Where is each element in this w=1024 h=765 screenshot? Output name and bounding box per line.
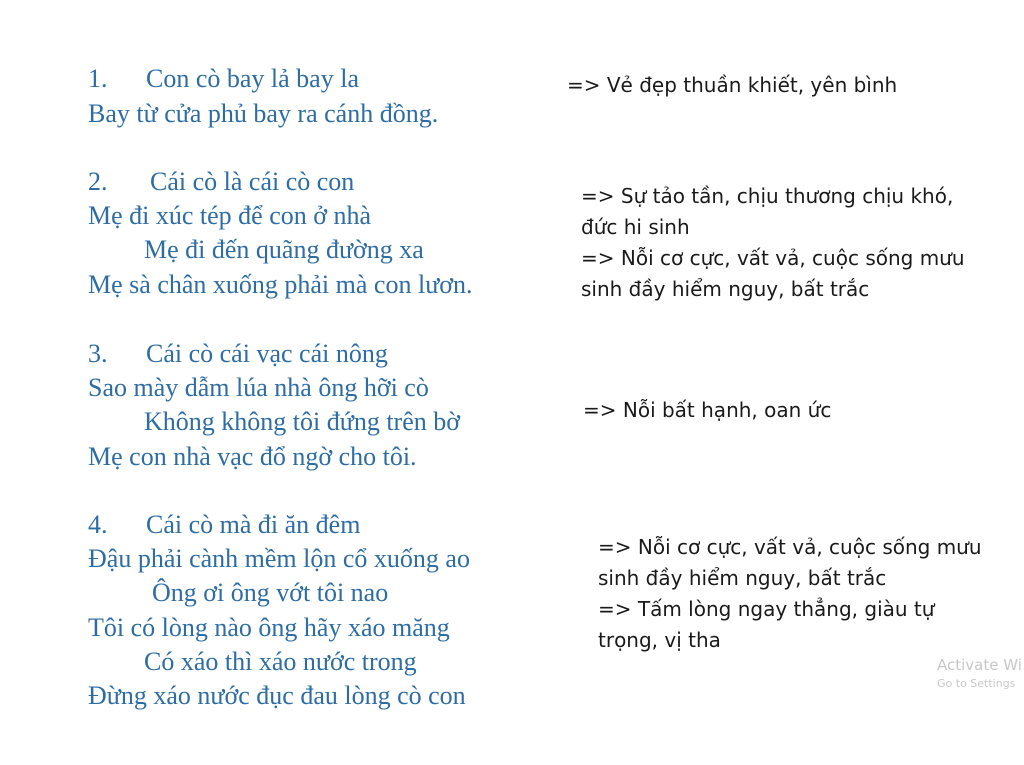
stanza-1-line-1: 1. Con cò bay lả bay la [88,62,359,96]
stanza-4-number: 4. [88,510,108,539]
comment-line: => Tấm lòng ngay thẳng, giàu tự [598,597,935,621]
stanza-2-line-4: Mẹ sà chân xuống phải mà con lươn. [88,270,473,299]
stanza-3-line-2: Sao mày dẫm lúa nhà ông hỡi cò [88,373,429,402]
comment-line: => Nỗi cơ cực, vất vả, cuộc sống mưu [581,246,965,270]
stanza-3-line-1: 3. Cái cò cái vạc cái nông [88,337,388,371]
stanza-4-line-4: Tôi có lòng nào ông hãy xáo măng [88,613,450,642]
stanza-4-line-3: Ông ơi ông vớt tôi nao [152,578,389,607]
watermark-line-2: Go to Settings [937,677,1016,690]
stanza-3-line-4: Mẹ con nhà vạc đổ ngờ cho tôi. [88,442,417,471]
comment-line: => Vẻ đẹp thuần khiết, yên bình [567,73,898,97]
stanza-2-line-2: Mẹ đi xúc tép để con ở nhà [88,201,372,230]
comment-line: sinh đầy hiểm nguy, bất trắc [581,277,870,301]
comment-line: trọng, vị tha [598,628,721,652]
stanza-3-line-3: Không không tôi đứng trên bờ [144,407,460,436]
stanza-1-line-2: Bay từ cửa phủ bay ra cánh đồng. [88,99,439,128]
stanza-2-line-3: Mẹ đi đến quãng đường xa [144,235,424,264]
stanza-4-comment [598,532,982,656]
comment-line: sinh đầy hiểm nguy, bất trắc [598,566,887,590]
stanza-2-comment [581,181,965,305]
stanza-1-number: 1. [88,64,108,93]
stanza-4-line-2: Đậu phải cành mềm lộn cổ xuống ao [88,544,470,573]
watermark-line-1: Activate Wi [937,656,1022,674]
stanza-2-line-1: 2. Cái cò là cái cò con [88,165,354,199]
comment-line: => Nỗi cơ cực, vất vả, cuộc sống mưu [598,535,982,559]
stanza-2-number: 2. [88,167,108,196]
stanza-4-line-6: Đừng xáo nước đục đau lòng cò con [88,681,466,710]
comment-line: => Sự tảo tần, chịu thương chịu khó, [581,184,954,208]
comment-line: => Nỗi bất hạnh, oan ức [583,398,832,422]
activation-watermark [937,654,1022,692]
comment-line: đức hi sinh [581,215,690,239]
stanza-4-line-5: Có xáo thì xáo nước trong [144,647,417,676]
stanza-1-comment [567,70,897,101]
stanza-4-line-1: 4. Cái cò mà đi ăn đêm [88,508,360,542]
stanza-3-number: 3. [88,339,108,368]
stanza-3-comment [583,395,831,426]
